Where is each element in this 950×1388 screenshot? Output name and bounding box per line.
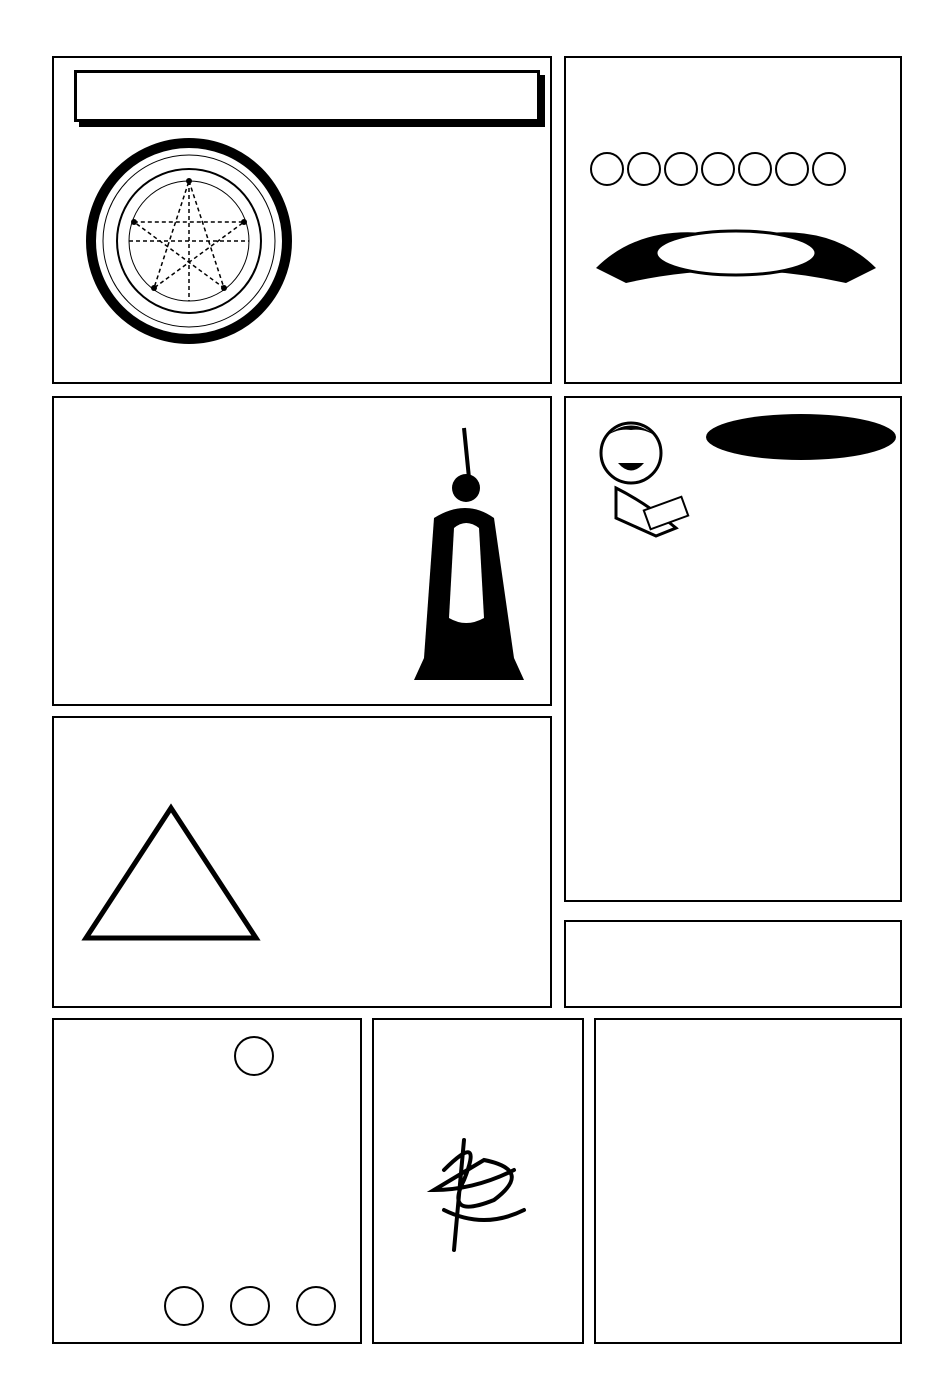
forecast-balls xyxy=(590,152,849,186)
ball xyxy=(664,152,698,186)
ball xyxy=(812,152,846,186)
special-code-number xyxy=(234,1036,274,1076)
border-bottom xyxy=(0,1352,950,1388)
triangle-diagram xyxy=(76,798,266,948)
ball xyxy=(627,152,661,186)
forecast-box xyxy=(564,56,902,384)
special-code-box xyxy=(52,1018,362,1344)
poem-banner-laurel xyxy=(586,208,886,298)
border-left xyxy=(0,44,40,1352)
border-right xyxy=(910,44,950,1352)
provide-number xyxy=(164,1286,204,1326)
masthead-title xyxy=(380,2,570,42)
notice-box xyxy=(564,920,902,1008)
immortal-figure-image xyxy=(394,418,544,688)
guide-box xyxy=(52,56,552,384)
guide-text xyxy=(316,136,546,336)
provide-number xyxy=(230,1286,270,1326)
ball xyxy=(775,152,809,186)
laughing-man-image xyxy=(586,408,706,538)
ball xyxy=(701,152,735,186)
guide-title xyxy=(74,70,540,122)
huang-text xyxy=(78,462,328,692)
huang-box xyxy=(52,396,552,706)
ball xyxy=(738,152,772,186)
humor-title xyxy=(706,414,896,460)
xuanji-box xyxy=(372,1018,584,1344)
xuanji-scribble-image xyxy=(404,1110,554,1260)
shensuan-box xyxy=(52,716,552,1008)
provide-number xyxy=(296,1286,336,1326)
ball xyxy=(590,152,624,186)
compass-diagram xyxy=(84,136,294,346)
humor-box xyxy=(564,396,902,902)
shen-box xyxy=(594,1018,902,1344)
